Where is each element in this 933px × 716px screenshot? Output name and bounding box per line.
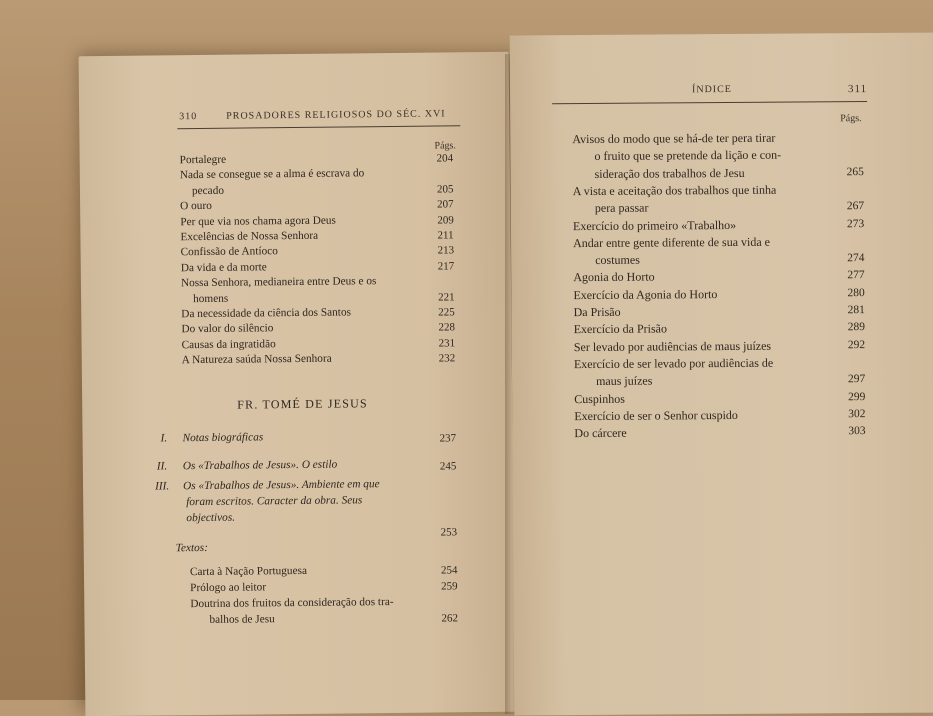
left-running-head: PROSADORES RELIGIOSOS DO SÉC. XVI	[226, 108, 446, 122]
left-pags-label: Págs.	[434, 140, 456, 152]
textos-page-number: 254	[440, 564, 458, 577]
toc-page-number: 292	[847, 338, 866, 351]
right-page	[510, 32, 933, 715]
toc-page-number: 297	[847, 373, 866, 386]
toc-page-number: 267	[846, 200, 865, 213]
toc-entry: pecado	[191, 184, 225, 197]
chapter-title-line: Os «Trabalhos de Jesus». Ambiente em que	[183, 478, 380, 493]
toc-entry: A Natureza saúda Nossa Senhora	[181, 352, 332, 367]
left-page	[79, 52, 516, 716]
toc-entry: Excelências de Nossa Senhora	[180, 229, 319, 244]
toc-page-number: 211	[437, 229, 454, 242]
toc-entry: Da Prisão	[573, 304, 621, 320]
toc-entry: Da vida e da morte	[180, 261, 267, 275]
toc-entry: Causas da ingratidão	[181, 338, 276, 352]
toc-entry: o fruito que se pretende da lição e con-	[594, 147, 782, 164]
toc-page-number: 213	[437, 244, 455, 257]
toc-page-number: 204	[436, 152, 454, 165]
chapter-numeral: II.	[156, 460, 168, 473]
toc-page-number: 265	[846, 165, 864, 178]
toc-entry: Exercício do primeiro «Trabalho»	[572, 217, 737, 233]
toc-entry: Andar entre gente diferente de sua vida e	[573, 234, 771, 250]
toc-entry: Exercício de ser o Senhor cuspido	[574, 407, 738, 423]
toc-entry: Exercício de ser levado por audiências de	[573, 355, 774, 371]
toc-entry: homens	[193, 292, 229, 305]
chapter-numeral: I.	[160, 432, 168, 445]
toc-page-number: 205	[436, 183, 454, 196]
chapter-title-line: Os «Trabalhos de Jesus». O estilo	[182, 458, 338, 473]
toc-page-number: 277	[847, 269, 865, 282]
toc-entry: O ouro	[180, 200, 212, 213]
toc-page-number: 303	[848, 425, 866, 438]
toc-entry: Confissão de Antíoco	[180, 245, 278, 259]
toc-page-number: 209	[437, 213, 454, 227]
chapter-page-number: 245	[439, 460, 457, 473]
toc-page-number: 232	[438, 352, 456, 365]
toc-page-number: 273	[846, 217, 865, 230]
toc-entry: Da necessidade da ciência dos Santos	[181, 306, 352, 321]
textos-entry: Carta à Nação Portuguesa	[189, 564, 308, 579]
textos-page-number: 259	[441, 580, 458, 593]
right-pags-label: Págs.	[840, 113, 862, 125]
right-header-rule	[552, 101, 867, 104]
toc-entry: costumes	[595, 252, 640, 268]
textos-entry: balhos de Jesu	[209, 613, 275, 626]
toc-page-number: 289	[847, 321, 865, 334]
toc-page-number: 299	[848, 390, 866, 403]
textos-label: Textos:	[175, 541, 209, 555]
chapter-title-line: foram escritos. Caracter da obra. Seus	[186, 494, 363, 509]
toc-entry: Portalegre	[179, 153, 227, 167]
toc-entry: sideração dos trabalhos de Jesu	[594, 165, 745, 181]
toc-page-number: 217	[437, 260, 455, 273]
textos-entry: Doutrina dos fruitos da consideração dos tra-	[190, 596, 394, 611]
textos-entry: Prólogo ao leitor	[190, 581, 267, 595]
toc-entry: Ser levado por audiências de maus juízes	[573, 338, 772, 354]
toc-entry: Nada se consegue se a alma é escrava do	[179, 167, 365, 182]
chapter-title-line: objectivos.	[186, 511, 236, 525]
toc-page-number: 280	[847, 286, 865, 299]
left-header-rule	[177, 125, 460, 129]
left-page-number: 310	[179, 111, 198, 123]
right-page-number: 311	[847, 83, 868, 96]
toc-entry: Nossa Senhora, medianeira entre Deus e os	[180, 275, 377, 290]
right-running-head: ÍNDICE	[691, 83, 732, 96]
chapter-numeral: III.	[155, 480, 170, 493]
chapter-page-number: 237	[439, 432, 457, 445]
toc-page-number: 231	[438, 337, 456, 350]
section-title: FR. TOMÉ DE JESUS	[237, 396, 368, 412]
toc-entry: Exercício da Prisão	[573, 321, 668, 337]
toc-entry: A vista e aceitação dos trabalhos que tinha	[572, 182, 777, 198]
toc-page-number: 274	[847, 252, 865, 265]
chapter-page-number: 253	[440, 526, 458, 539]
toc-entry: Per que via nos chama agora Deus	[180, 214, 336, 228]
toc-page-number: 281	[847, 304, 865, 317]
toc-entry: Do cárcere	[574, 425, 627, 441]
toc-entry: maus juízes	[595, 373, 653, 389]
toc-entry: pera passar	[594, 200, 649, 216]
toc-page-number: 302	[848, 407, 866, 420]
toc-entry: Cuspinhos	[574, 391, 625, 406]
toc-entry: Do valor do silêncio	[181, 322, 274, 336]
toc-page-number: 221	[438, 290, 455, 304]
textos-page-number: 262	[441, 612, 459, 625]
toc-entry: Avisos do modo que se há-de ter pera tirar	[572, 130, 776, 147]
toc-entry: Exercício da Agonia do Horto	[573, 286, 718, 302]
toc-page-number: 207	[437, 198, 454, 211]
toc-page-number: 225	[438, 306, 455, 319]
toc-entry: Agonia do Horto	[573, 269, 655, 285]
toc-page-number: 228	[438, 321, 455, 334]
chapter-title-line: Notas biográficas	[182, 431, 264, 445]
